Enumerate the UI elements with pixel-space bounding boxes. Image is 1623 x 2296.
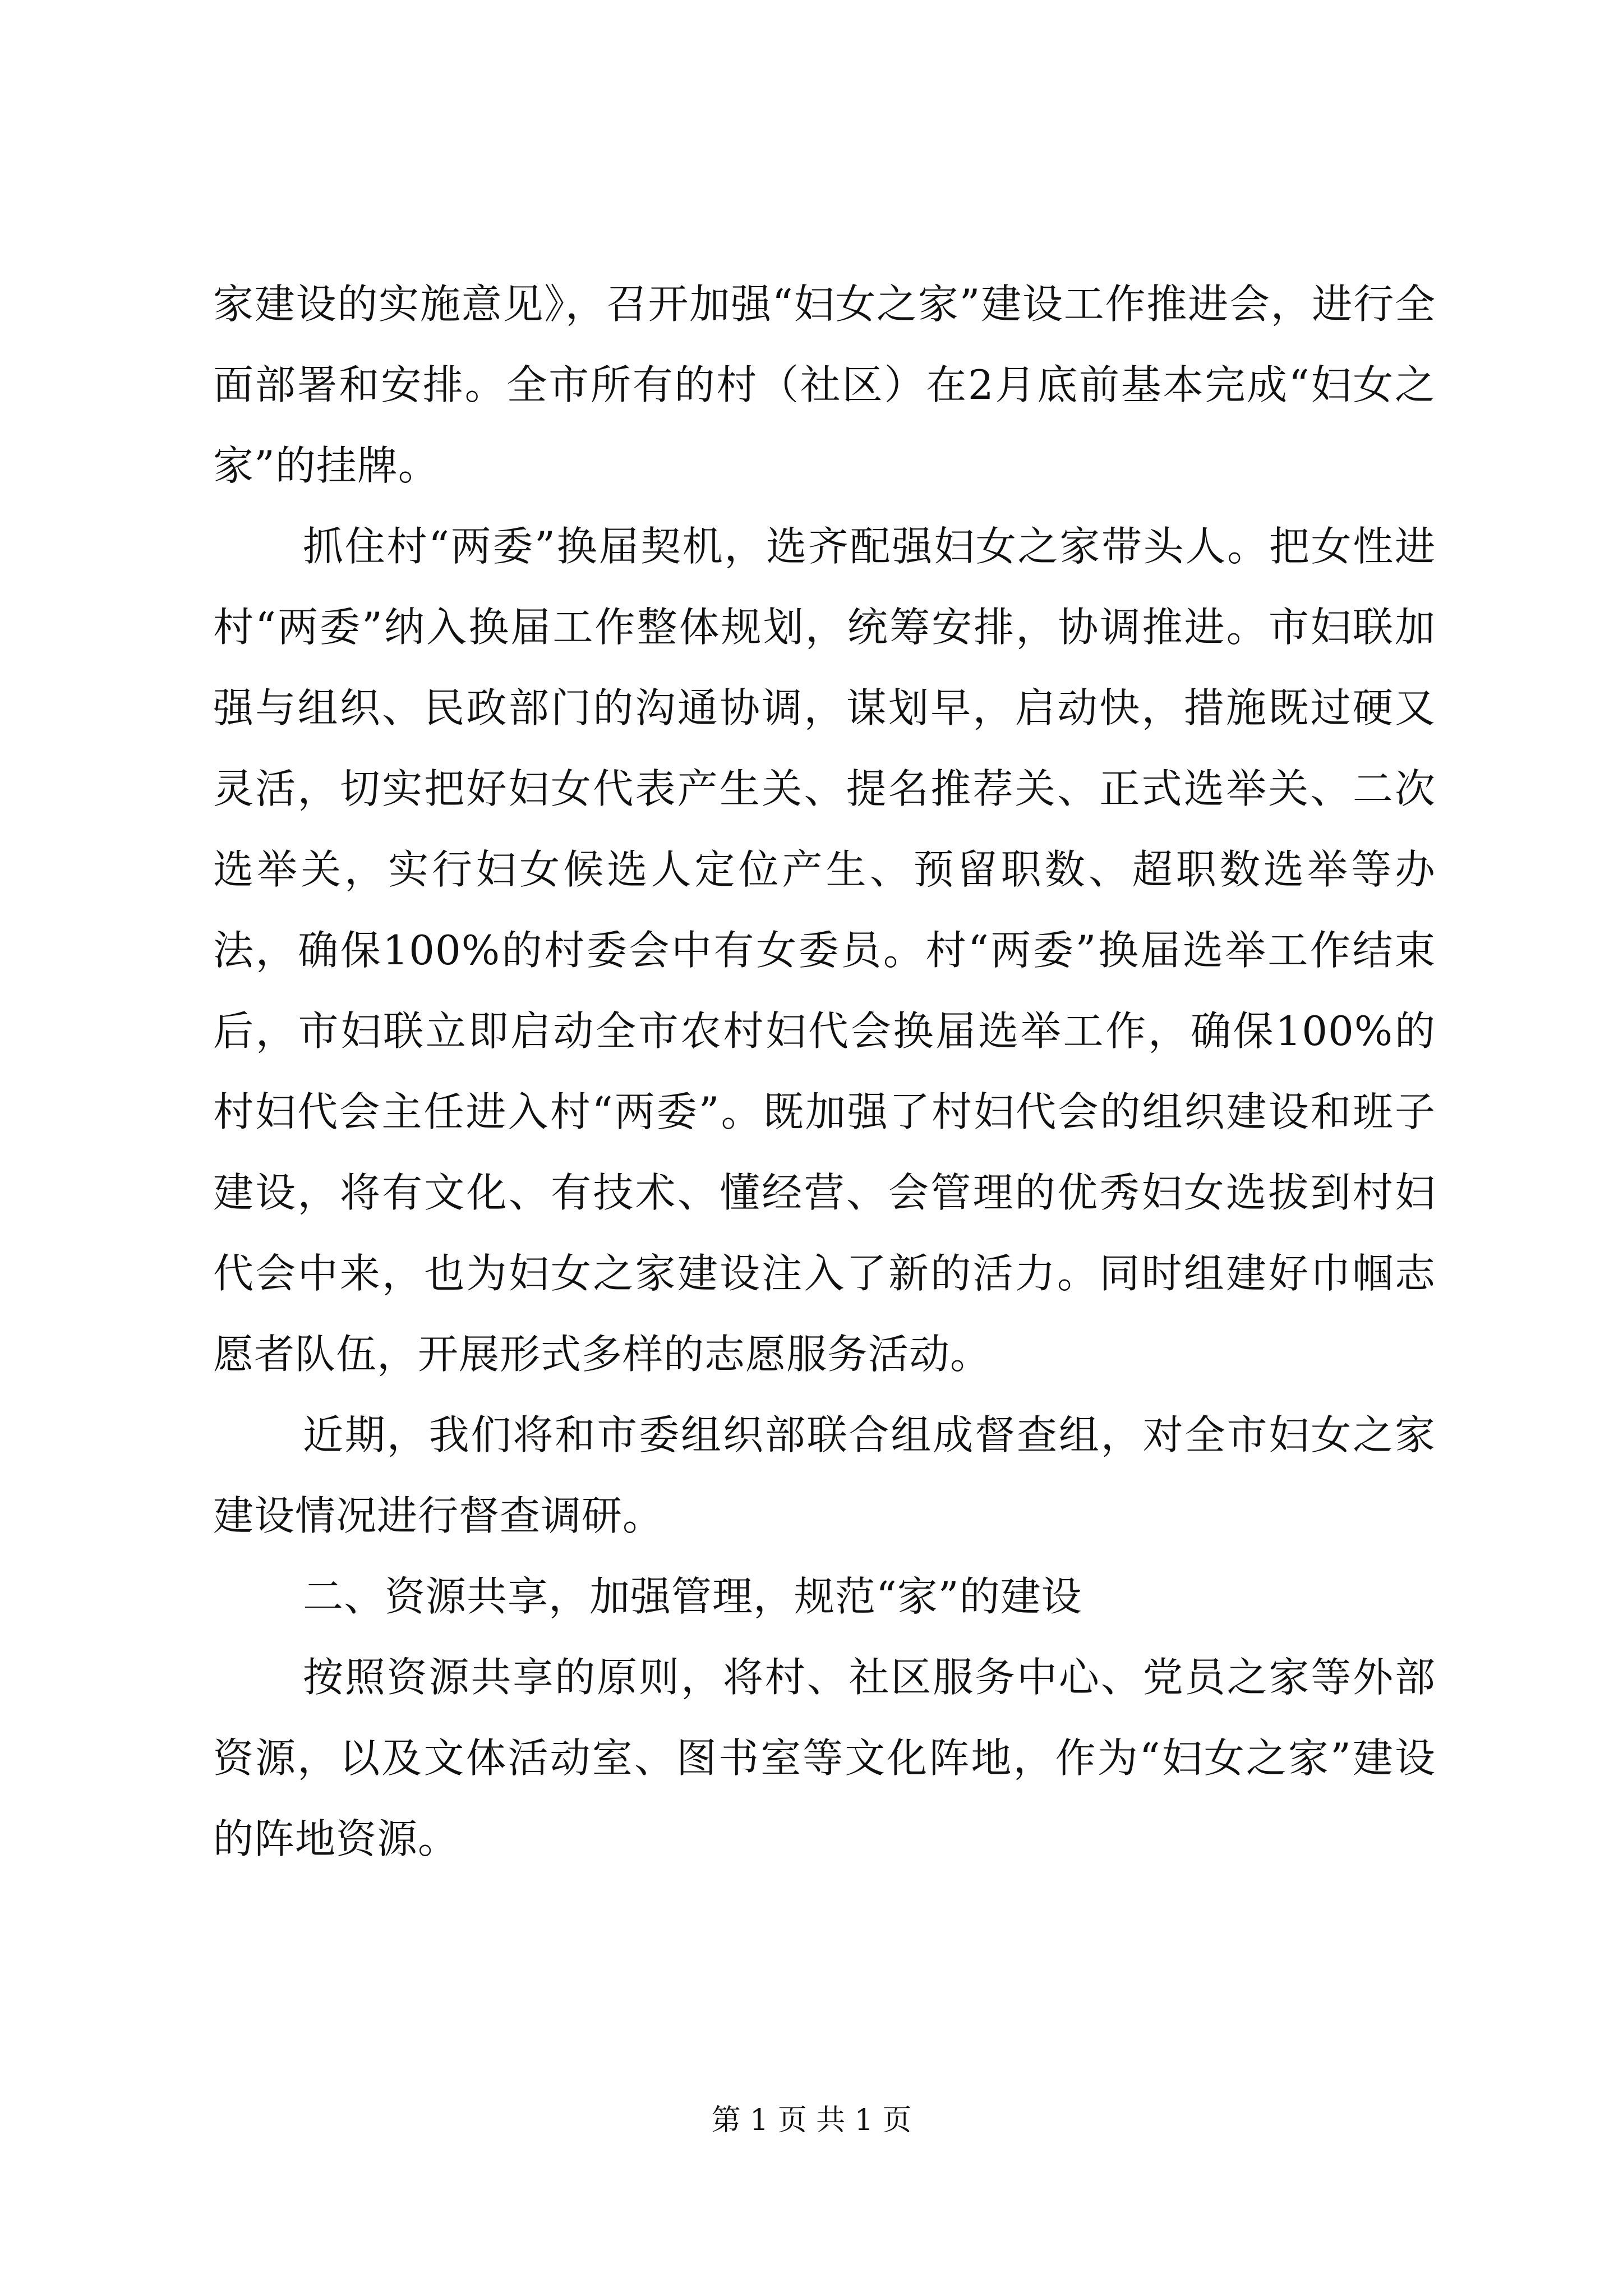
page-footer: 第 1 页 共 1 页 bbox=[711, 2104, 912, 2137]
paragraph-5: 按照资源共享的原则，将村、社区服务中心、党员之家等外部资源，以及文体活动室、图书室等文化阵地，作为“妇女之家”建设的阵地资源。 bbox=[213, 1654, 1436, 1862]
paragraph-1: 家建设的实施意见》，召开加强“妇女之家”建设工作推进会，进行全面部署和安排。全市所有的村（社区）在2月底前基本完成“妇女之家”的挂牌。 bbox=[213, 280, 1436, 489]
section-heading: 二、资源共享，加强管理，规范“家”的建设 bbox=[303, 1573, 1082, 1620]
document-body bbox=[213, 264, 1436, 1879]
paragraph-2: 抓住村“两委”换届契机，选齐配强妇女之家带头人。把女性进村“两委”纳入换届工作整体规划，统筹安排，协调推进。市妇联加强与组织、民政部门的沟通协调，谋划早，启动快，措施既过硬又灵活，切实把好妇女代表产生关、提名推荐关、正式选举关、二次选举关，实行妇女候选人定位产生、预留职数、超职数选举等办法，确保100%的村委会中有女委员。村“两委”换届选举工作结束后，市妇联立即启动全市农村妇代会换届选举工作，确保100%的村妇代会主任进入村“两委”。既加强了村妇代会的组织建设和班子建设，将有文化、有技术、懂经营、会管理的优秀妇女选拔到村妇代会中来，也为妇女之家建设注入了新的活力。同时组建好巾帼志愿者队伍，开展形式多样的志愿服务活动。 bbox=[213, 523, 1436, 1378]
paragraph-3: 近期，我们将和市委组织部联合组成督查组，对全市妇女之家建设情况进行督查调研。 bbox=[213, 1411, 1436, 1539]
